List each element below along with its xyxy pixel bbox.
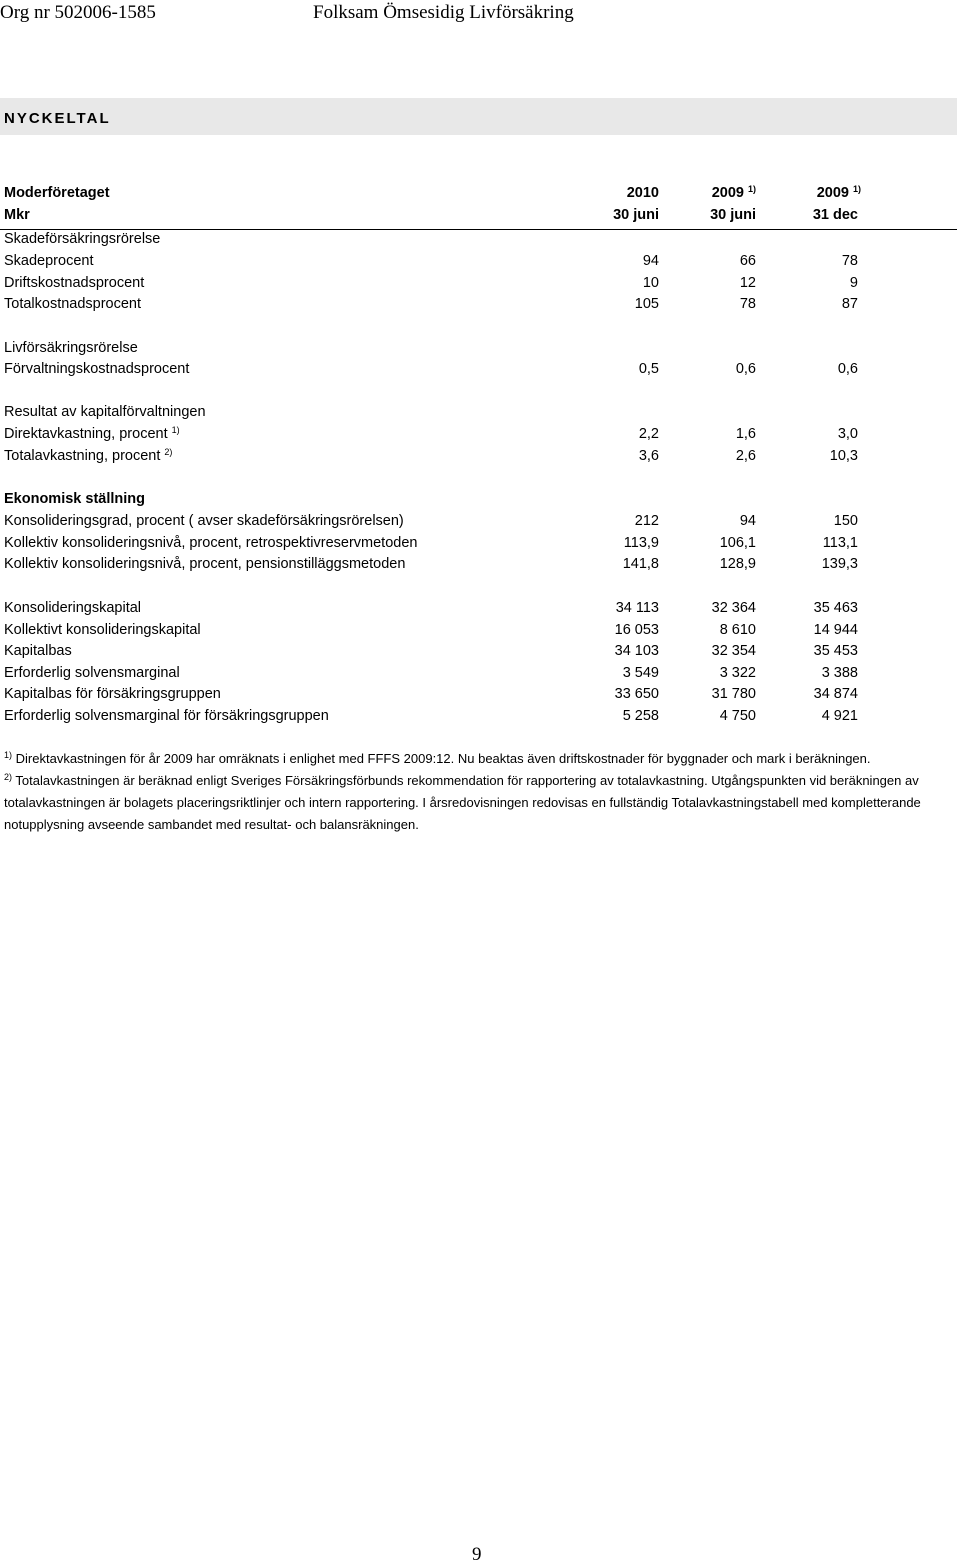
value-2009-dec: 113,1 (822, 535, 858, 551)
col2-footnote-mark: 1) (747, 184, 756, 194)
table-row (0, 253, 960, 273)
value-2010-jun: 3 549 (622, 665, 659, 681)
value-2010-jun: 34 103 (614, 643, 659, 659)
footnote-1-mark: 1) (4, 750, 13, 760)
value-2009-jun: 1,6 (735, 426, 756, 442)
col2-year-wrap (712, 185, 756, 201)
row-label: Konsolideringskapital (4, 600, 142, 616)
row-label-wrap (4, 426, 180, 442)
value-2009-jun: 106,1 (719, 535, 756, 551)
table-row (0, 643, 960, 663)
row-label: Skadeprocent (4, 253, 94, 269)
footnote-mark: 2) (164, 447, 173, 457)
table-row (0, 622, 960, 642)
table-row (0, 448, 960, 468)
value-2009-dec: 9 (849, 275, 858, 291)
value-2009-jun: 4 750 (719, 708, 756, 724)
value-2010-jun: 94 (642, 253, 659, 269)
table-row (0, 426, 960, 446)
value-2009-dec: 3 388 (821, 665, 858, 681)
row-label: Konsolideringsgrad, procent ( avser skadeförsäkringsrörelsen) (4, 513, 404, 529)
row-label: Kollektiv konsolideringsnivå, procent, pensionstilläggsmetoden (4, 556, 406, 572)
table-row (0, 600, 960, 620)
value-2009-jun: 8 610 (719, 622, 756, 638)
row-label: Driftskostnadsprocent (4, 275, 145, 291)
value-2009-jun: 31 780 (711, 686, 756, 702)
table-row (0, 665, 960, 685)
value-2009-jun: 0,6 (735, 361, 756, 377)
table-row (0, 361, 960, 381)
value-2009-jun: 78 (739, 296, 756, 312)
value-2010-jun: 0,5 (638, 361, 659, 377)
col3-footnote-mark: 1) (852, 184, 861, 194)
section-skadeforsakring: Skadeförsäkringsrörelse (4, 231, 161, 247)
row-label: Totalavkastning, procent (4, 448, 161, 464)
label-header-bottom: Mkr (4, 207, 30, 223)
band-title: NYCKELTAL (4, 110, 111, 127)
row-label: Erforderlig solvensmarginal för försäkringsgruppen (4, 708, 329, 724)
value-2010-jun: 3,6 (638, 448, 659, 464)
table-row (0, 686, 960, 706)
value-2010-jun: 34 113 (615, 600, 659, 616)
value-2010-jun: 141,8 (622, 556, 659, 572)
col2-year: 2009 (711, 185, 744, 201)
value-2010-jun: 212 (634, 513, 659, 529)
footnote-mark: 1) (171, 425, 180, 435)
row-label: Kollektiv konsolideringsnivå, procent, retrospektivreservmetoden (4, 535, 418, 551)
value-2010-jun: 10 (642, 275, 659, 291)
table-row (0, 708, 960, 728)
col3-year: 2009 (816, 185, 849, 201)
value-2010-jun: 33 650 (614, 686, 659, 702)
value-2009-jun: 2,6 (735, 448, 756, 464)
footnote-2-mark: 2) (4, 772, 13, 782)
footnote-2-text: Totalavkastningen är beräknad enligt Sveriges Försäkringsförbunds rekommendation för rapportering av totalavkastning. Utgångspunkten vid beräkningen av totalavkastningen är bolagets placeringsriktlinjer och intern rapportering. I årsredovisningen redovisas en fullständig Totalavkastningstabell med kompletterande notupplysning avseende sambandet med resultat- och balansräkningen. (4, 773, 921, 832)
value-2009-dec: 14 944 (813, 622, 858, 638)
org-number: Org nr 502006-1585 (0, 2, 156, 23)
value-2009-jun: 66 (739, 253, 756, 269)
value-2009-dec: 35 453 (813, 643, 858, 659)
row-label-wrap (4, 448, 172, 464)
value-2009-jun: 3 322 (719, 665, 756, 681)
value-2010-jun: 105 (634, 296, 659, 312)
col1-year: 2010 (626, 185, 659, 201)
value-2010-jun: 2,2 (638, 426, 659, 442)
row-label: Direktavkastning, procent (4, 426, 168, 442)
footnote-1-text: Direktavkastningen för år 2009 har omräknats i enlighet med FFFS 2009:12. Nu beaktas även driftskostnader för byggnader och mark i beräkningen. (15, 751, 871, 766)
section-livforsakring: Livförsäkringsrörelse (4, 340, 138, 356)
col3-date: 31 dec (812, 207, 858, 223)
value-2009-jun: 32 364 (711, 600, 756, 616)
value-2009-dec: 139,3 (821, 556, 858, 572)
value-2009-dec: 34 874 (813, 686, 858, 702)
value-2009-dec: 150 (833, 513, 858, 529)
value-2009-jun: 12 (739, 275, 756, 291)
value-2009-dec: 4 921 (821, 708, 858, 724)
value-2010-jun: 113,9 (623, 535, 659, 551)
table-row (0, 535, 960, 555)
row-label: Totalkostnadsprocent (4, 296, 142, 312)
table-row (0, 296, 960, 316)
row-label: Förvaltningskostnadsprocent (4, 361, 190, 377)
section-band (0, 98, 957, 135)
row-label: Erforderlig solvensmarginal (4, 665, 180, 681)
value-2009-dec: 10,3 (829, 448, 858, 464)
row-label: Kollektivt konsolideringskapital (4, 622, 201, 638)
value-2009-dec: 35 463 (813, 600, 858, 616)
section-ekonomisk-stallning: Ekonomisk ställning (4, 491, 145, 507)
value-2010-jun: 16 053 (614, 622, 659, 638)
section-kapitalforvaltning: Resultat av kapitalförvaltningen (4, 404, 206, 420)
value-2009-dec: 78 (841, 253, 858, 269)
col3-year-wrap (817, 185, 861, 201)
col2-date: 30 juni (710, 207, 756, 223)
header-divider (0, 229, 957, 230)
value-2009-jun: 128,9 (719, 556, 756, 572)
page-number: 9 (472, 1544, 482, 1565)
value-2010-jun: 5 258 (622, 708, 659, 724)
value-2009-jun: 32 354 (711, 643, 756, 659)
table-row (0, 556, 960, 576)
value-2009-dec: 87 (841, 296, 858, 312)
table-row (0, 275, 960, 295)
value-2009-jun: 94 (739, 513, 756, 529)
value-2009-dec: 0,6 (837, 361, 858, 377)
table-row (0, 513, 960, 533)
col1-date: 30 juni (613, 207, 659, 223)
row-label: Kapitalbas för försäkringsgruppen (4, 686, 221, 702)
value-2009-dec: 3,0 (837, 426, 858, 442)
company-name: Folksam Ömsesidig Livförsäkring (313, 2, 574, 23)
row-label: Kapitalbas (4, 643, 72, 659)
footnote-1 (4, 748, 954, 770)
label-header-top: Moderföretaget (4, 185, 110, 201)
footnote-2 (4, 770, 954, 836)
